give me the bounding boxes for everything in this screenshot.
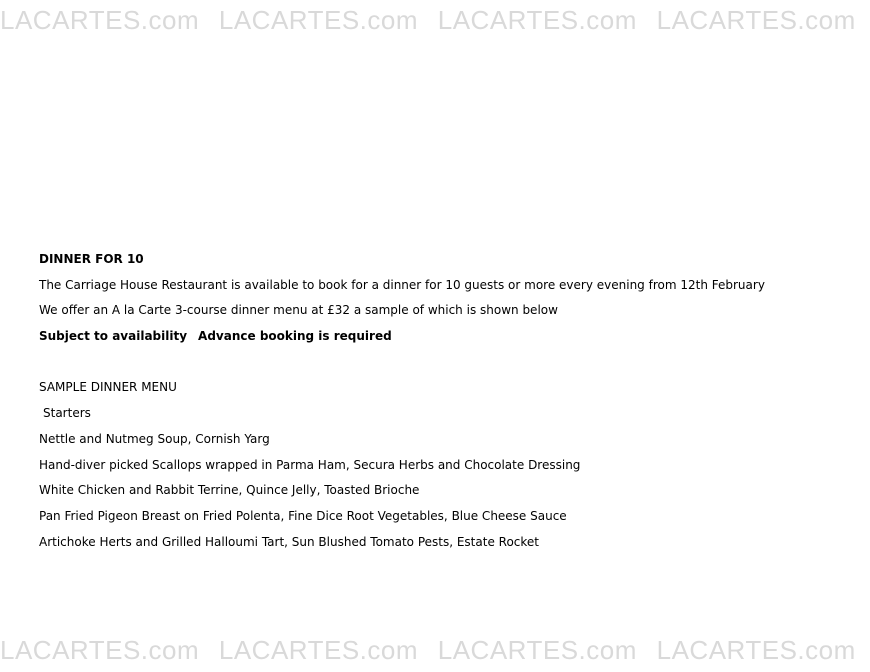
document-heading: DINNER FOR 10 bbox=[39, 252, 144, 266]
watermark-text: LACARTES.com bbox=[656, 5, 856, 35]
menu-title: SAMPLE DINNER MENU bbox=[39, 380, 177, 395]
starter-item: Pan Fried Pigeon Breast on Fried Polenta, Fine Dice Root Vegetables, Blue Cheese Sauce bbox=[39, 508, 567, 523]
advance-booking-notice: Advance booking is required bbox=[198, 329, 392, 344]
watermark-text: LACARTES.com bbox=[0, 635, 200, 665]
document-body bbox=[39, 247, 839, 555]
watermark-text: LACARTES.com bbox=[218, 5, 419, 35]
starter-item: White Chicken and Rabbit Terrine, Quince Jelly, Toasted Brioche bbox=[39, 483, 420, 498]
watermark-bottom bbox=[0, 630, 870, 670]
watermark-text: LACARTES.com bbox=[656, 635, 856, 665]
intro-line-2: We offer an A la Carte 3-course dinner menu at £32 a sample of which is shown below bbox=[39, 303, 558, 318]
starter-item: Hand-diver picked Scallops wrapped in Parma Ham, Secura Herbs and Chocolate Dressing bbox=[39, 457, 581, 472]
watermark-text: LACARTES.com bbox=[218, 635, 419, 665]
blank-line bbox=[39, 350, 839, 376]
starter-item: Artichoke Herts and Grilled Halloumi Tart, Sun Blushed Tomato Pests, Estate Rocket bbox=[39, 534, 539, 549]
availability-notice: Subject to availability bbox=[39, 329, 188, 344]
watermark-text: LACARTES.com bbox=[0, 5, 200, 35]
booking-notice bbox=[39, 324, 839, 350]
starters-section-title: Starters bbox=[43, 406, 91, 421]
watermark-text: LACARTES.com bbox=[437, 635, 637, 665]
intro-line-1: The Carriage House Restaurant is available to book for a dinner for 10 guests or more every evening from 12th February bbox=[39, 277, 765, 292]
watermark-text: LACARTES.com bbox=[437, 5, 637, 35]
watermark-top bbox=[0, 0, 870, 40]
starter-item: Nettle and Nutmeg Soup, Cornish Yarg bbox=[39, 431, 270, 446]
